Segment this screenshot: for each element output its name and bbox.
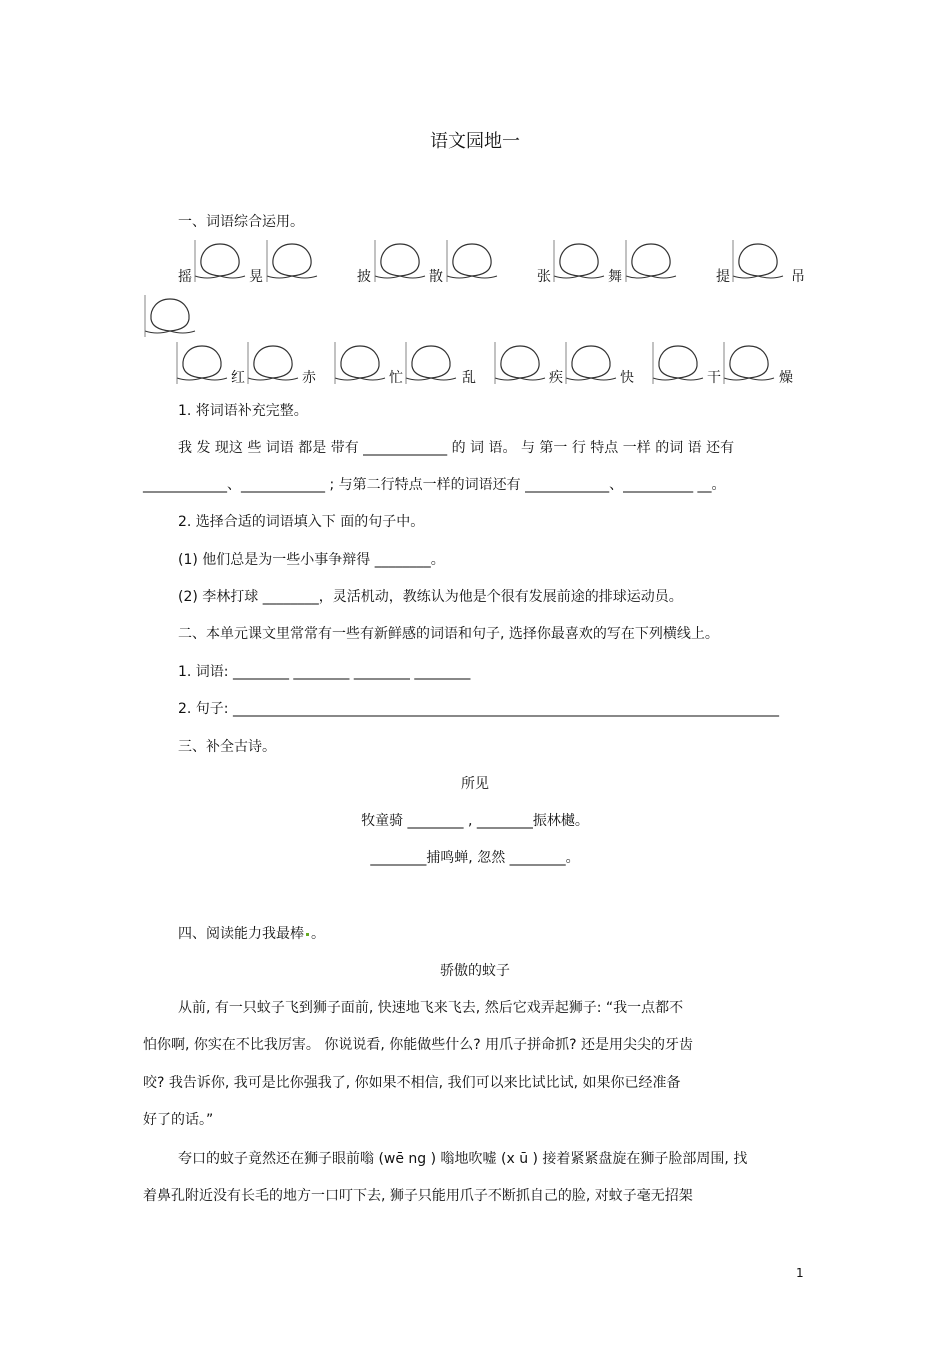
paragraph-line: 咬? 我告诉你, 我可是比你强我了, 你如果不相信, 我们可以来比试比试, 如果你已经准备 xyxy=(143,1075,681,1091)
section-4-heading-text: 四、阅读能力我最棒 xyxy=(178,926,304,942)
peach-box[interactable] xyxy=(493,342,547,384)
char-16: 燥 xyxy=(779,370,793,386)
paragraph-line: 夸口的蚊子竟然还在狮子眼前嗡 (wē ng ) 嗡地吹嘘 (x ū ) 接着紧紧盘旋在狮子脸部周围, 找 xyxy=(178,1151,748,1167)
paragraph-line: 好了的话。” xyxy=(143,1112,214,1128)
section-2-heading: 二、本单元课文里常常有一些有新鲜感的词语和句子, 选择你最喜欢的写在下列横线上。 xyxy=(178,626,719,642)
peach-box[interactable] xyxy=(651,342,705,384)
char-10: 赤 xyxy=(302,370,316,386)
q1-line-2: ____________、____________ ; 与第二行特点一样的词语还有 ____________、__________ __。 xyxy=(143,477,726,493)
char-12: 乱 xyxy=(462,370,476,386)
peach-box[interactable] xyxy=(143,295,197,337)
peach-box[interactable] xyxy=(193,240,247,282)
section-3-heading: 三、补全古诗。 xyxy=(178,739,276,755)
peach-box[interactable] xyxy=(333,342,387,384)
char-8: 吊 xyxy=(791,269,805,285)
poem-line-1: 牧童骑 ________ , ________振林樾。 xyxy=(361,813,589,829)
q2-item-2: (2) 李林打球 ________，灵活机动，教练认为他是个很有发展前途的排球运动员。 xyxy=(178,589,683,605)
poem-title: 所见 xyxy=(461,776,489,792)
char-2: 晃 xyxy=(249,269,263,285)
char-9: 红 xyxy=(231,370,245,386)
peach-box[interactable] xyxy=(731,240,785,282)
char-7: 提 xyxy=(716,269,730,285)
peach-box[interactable] xyxy=(265,240,319,282)
dot-mark xyxy=(306,933,309,936)
page-number: 1 xyxy=(796,1266,804,1280)
q1-line-1: 我 发 现这 些 词语 都是 带有 ____________ 的 词 语。 与 第一 行 特点 一样 的词 语 还有 xyxy=(178,440,735,456)
paragraph-line: 从前, 有一只蚊子飞到狮子面前, 快速地飞来飞去, 然后它戏弄起狮子: “我一点都不 xyxy=(178,1000,684,1016)
char-14: 快 xyxy=(620,370,634,386)
poem-line-2: ________捕鸣蝉, 忽然 ________。 xyxy=(370,850,580,866)
peach-box[interactable] xyxy=(175,342,229,384)
story-title: 骄傲的蚊子 xyxy=(440,963,510,979)
sentence-line: 2. 句子: ______________________________________________________________________________ xyxy=(178,701,779,717)
peach-box[interactable] xyxy=(445,240,499,282)
peach-box[interactable] xyxy=(552,240,606,282)
section-4-heading xyxy=(178,925,325,943)
char-1: 摇 xyxy=(178,269,192,285)
section-4-heading-end: 。 xyxy=(311,926,325,942)
peach-box[interactable] xyxy=(564,342,618,384)
peach-box[interactable] xyxy=(624,240,678,282)
char-15: 干 xyxy=(707,370,721,386)
words-line: 1. 词语: ________ ________ ________ ________ xyxy=(178,664,471,680)
char-11: 忙 xyxy=(389,370,403,386)
q2-item-1: (1) 他们总是为一些小事争辩得 ________。 xyxy=(178,552,445,568)
page-title: 语文园地一 xyxy=(430,131,520,152)
q2-label: 2. 选择合适的词语填入下 面的句子中。 xyxy=(178,514,425,530)
char-5: 张 xyxy=(537,269,551,285)
paragraph-line: 怕你啊, 你实在不比我厉害。 你说说看, 你能做些什么? 用爪子拼命抓? 还是用尖尖的牙齿 xyxy=(143,1037,694,1053)
peach-box[interactable] xyxy=(246,342,300,384)
q1-label: 1. 将词语补充完整。 xyxy=(178,403,308,419)
char-6: 舞 xyxy=(608,269,622,285)
paragraph-line: 着鼻孔附近没有长毛的地方一口叮下去, 狮子只能用爪子不断抓自己的脸, 对蚊子毫无招架 xyxy=(143,1188,693,1204)
char-4: 散 xyxy=(429,269,443,285)
char-13: 疾 xyxy=(549,370,563,386)
section-1-heading: 一、词语综合运用。 xyxy=(178,214,304,230)
char-3: 披 xyxy=(357,269,371,285)
peach-box[interactable] xyxy=(373,240,427,282)
peach-box[interactable] xyxy=(722,342,776,384)
peach-box[interactable] xyxy=(404,342,458,384)
